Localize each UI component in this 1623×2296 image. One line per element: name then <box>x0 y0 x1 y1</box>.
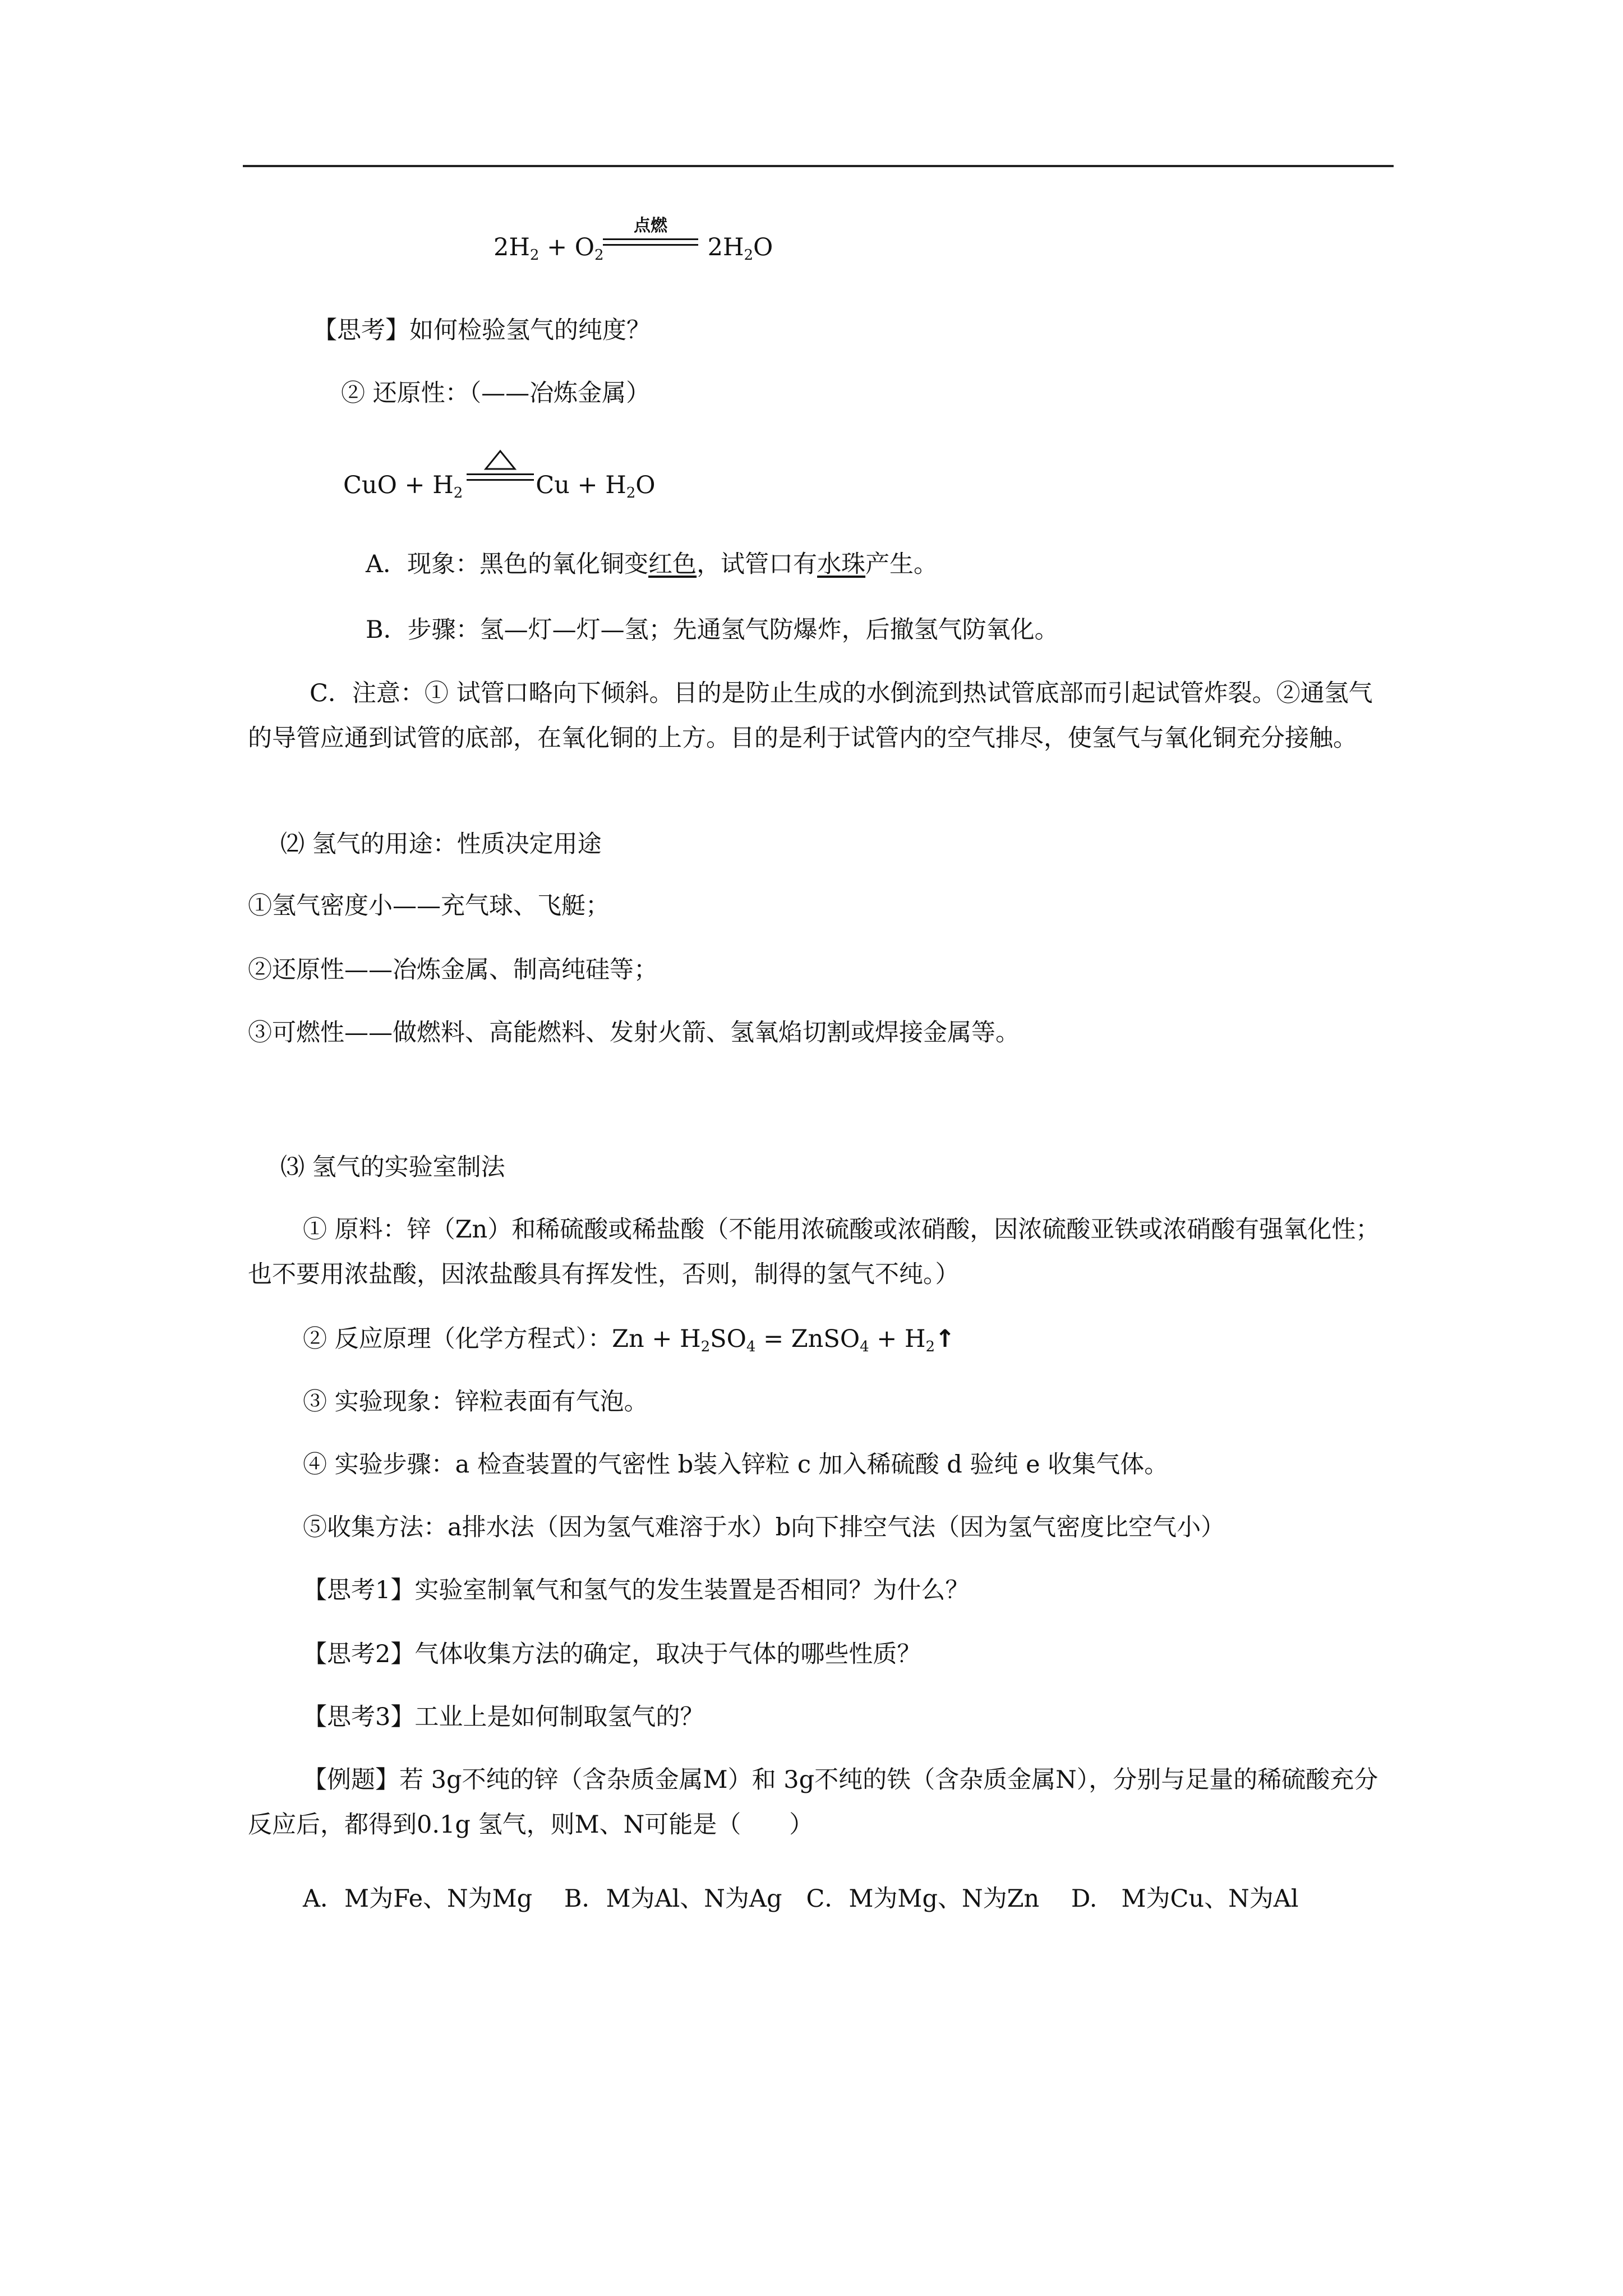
eq2-condition-bar-bottom <box>467 479 534 481</box>
principle-sub-4: 2 <box>925 1338 935 1355</box>
eq1-lhs-b: O <box>574 233 595 261</box>
principle-sub-3: 4 <box>860 1338 869 1355</box>
use-item-3: ③可燃性——做燃料、高能燃料、发射火箭、氢氧焰切割或焊接金属等。 <box>248 1019 1020 1047</box>
eq1-lhs-b-sub: 2 <box>594 247 604 264</box>
gas-up-arrow-icon: ↑ <box>935 1325 956 1353</box>
eq1-condition-label: 点燃 <box>634 216 667 236</box>
phenomenon2-line: ③ 实验现象：锌粒表面有气泡。 <box>303 1388 648 1416</box>
eq1-rhs-sub: 2 <box>744 247 753 264</box>
eq2-condition <box>467 449 534 481</box>
principle-mid-3: + H <box>869 1325 926 1353</box>
eq1-rhs: 2H <box>707 233 744 261</box>
principle-pre: ② 反应原理（化学方程式）：Zn + H <box>303 1325 701 1353</box>
phenomenon-mid: ，试管口有 <box>697 550 818 578</box>
materials-text: ① 原料：锌（Zn）和稀硫酸或稀盐酸（不能用浓硫酸或浓硝酸，因浓硫酸亚铁或浓硝酸有强氧化性；也不要用浓盐酸，因浓盐酸具有挥发性，否则，制得的氢气不纯。） <box>248 1216 1380 1289</box>
eq2-rhs-sub: 2 <box>626 485 636 501</box>
phenomenon-pre: A．现象：黑色的氧化铜变 <box>366 550 649 578</box>
eq1-lhs-a-sub: 2 <box>529 247 540 264</box>
example-paragraph <box>248 1757 1392 1847</box>
lab-heading: ⑶ 氢气的实验室制法 <box>280 1153 505 1181</box>
use-item-1: ①氢气密度小——充气球、飞艇； <box>248 892 610 920</box>
think2-line: 【思考2】气体收集方法的确定，取决于气体的哪些性质？ <box>303 1640 921 1668</box>
caution-text: C．注意：① 试管口略向下倾斜。目的是防止生成的水倒流到热试管底部而引起试管炸裂。②通氢气的导管应通到试管的底部，在氧化铜的上方。目的是利于试管内的空气排尽，使氢气与氧化铜充分接触。 <box>248 679 1373 752</box>
steps2-line: ④ 实验步骤：a 检查装置的气密性 b装入锌粒 c 加入稀硫酸 d 验纯 e 收集气体。 <box>303 1451 1169 1479</box>
eq1-condition <box>603 217 698 246</box>
phenomenon-droplets: 水珠 <box>817 550 866 578</box>
principle-sub-2: 4 <box>746 1338 756 1355</box>
principle-mid-2: = ZnSO <box>755 1325 860 1353</box>
eq1-lhs-a: 2H <box>494 233 530 261</box>
principle-sub-1: 2 <box>700 1338 711 1355</box>
header-rule <box>243 165 1394 167</box>
think3-line: 【思考3】工业上是如何制取氢气的？ <box>303 1703 704 1731</box>
phenomenon-line <box>366 548 938 581</box>
eq2-lhs-sub: 2 <box>453 485 463 501</box>
heating-triangle-icon <box>483 449 517 471</box>
phenomenon-post: 产生。 <box>865 550 938 578</box>
eq1-plus: + <box>539 233 575 261</box>
eq2-condition-bar-top <box>467 473 534 475</box>
reducing-heading: ② 还原性：（——冶炼金属） <box>341 379 651 407</box>
use-item-2: ②还原性——冶炼金属、制高纯硅等； <box>248 956 658 984</box>
phenomenon-red: 红色 <box>648 550 697 578</box>
think-purity: 【思考】如何检验氢气的纯度？ <box>313 316 651 344</box>
eq1-condition-bar-bottom <box>603 244 698 246</box>
eq2-lhs: CuO + H <box>343 471 454 499</box>
eq1-condition-bar-top <box>603 238 698 240</box>
uses-heading: ⑵ 氢气的用途：性质决定用途 <box>280 830 602 858</box>
example-text: 【例题】若 3g不纯的锌（含杂质金属M）和 3g不纯的铁（含杂质金属N），分别与足量的稀硫酸充分反应后，都得到0.1g 氢气，则M、N可能是（ ） <box>248 1766 1378 1839</box>
principle-mid-1: SO <box>710 1325 746 1353</box>
materials-paragraph <box>248 1207 1392 1297</box>
think1-line: 【思考1】实验室制氧气和氢气的发生装置是否相同？为什么？ <box>303 1576 970 1604</box>
caution-paragraph <box>248 671 1392 761</box>
eq2-rhs-tail: O <box>635 471 656 499</box>
eq2-rhs: Cu + H <box>536 471 626 499</box>
eq1-rhs-tail: O <box>753 233 773 261</box>
steps-line: B．步骤：氢—灯—灯—氢；先通氢气防爆炸，后撤氢气防氧化。 <box>366 616 1059 644</box>
principle-line <box>303 1323 955 1355</box>
collect-line: ⑤收集方法：a排水法（因为氢气难溶于水）b向下排空气法（因为氢气密度比空气小） <box>303 1513 1225 1542</box>
options-line: A．M为Fe、N为Mg B．M为Al、N为Ag C．M为Mg、N为Zn D. M为Cu、N为Al <box>303 1885 1299 1913</box>
